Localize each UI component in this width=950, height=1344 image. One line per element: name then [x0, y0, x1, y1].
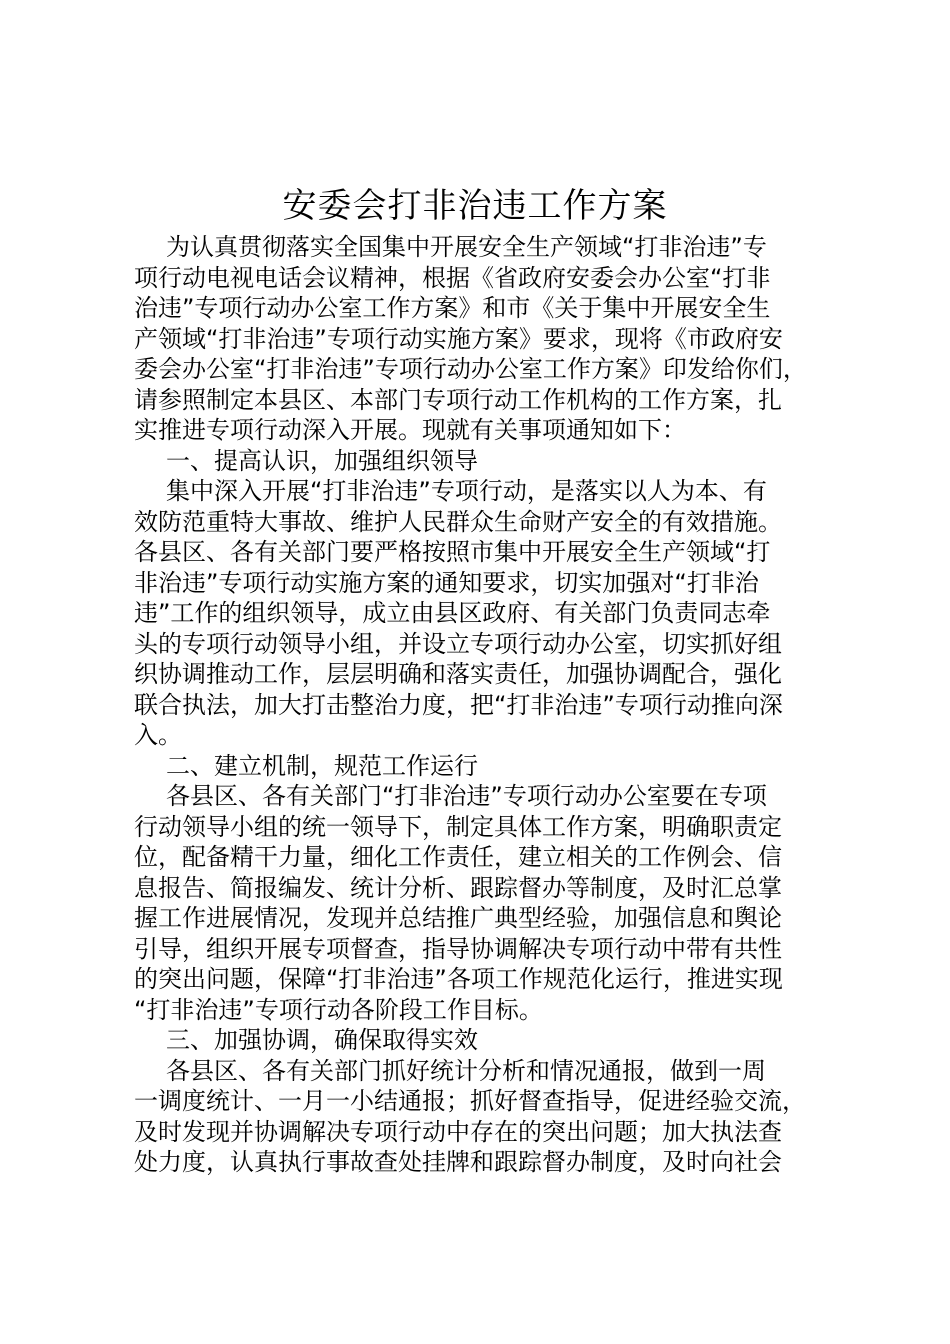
document-body — [134, 232, 834, 1178]
intro-line: 实推进专项行动深入开展。现就有关事项通知如下： — [134, 416, 686, 444]
section-2-line: 引导，组织开展专项督查，指导协调解决专项行动中带有共性 — [134, 934, 782, 963]
section-2-line: 位，配备精干力量，细化工作责任，建立相关的工作例会、信 — [134, 843, 782, 871]
section-1-line: 各县区、各有关部门要严格按照市集中开展安全生产领域“打 — [134, 538, 771, 566]
section-2-line: 行动领导小组的统一领导下，制定具体工作方案，明确职责定 — [134, 812, 782, 841]
section-1-line: 效防范重特大事故、维护人民群众生命财产安全的有效措施。 — [134, 507, 782, 536]
section-3-line: 处力度，认真执行事故查处挂牌和跟踪督办制度，及时向社会 — [134, 1148, 782, 1176]
intro-line: 为认真贯彻落实全国集中开展安全生产领域“打非治违”专 — [166, 233, 767, 261]
section-2-line: 握工作进展情况，发现并总结推广典型经验，加强信息和舆论 — [134, 904, 782, 932]
section-1-line: 违”工作的组织领导，成立由县区政府、有关部门负责同志牵 — [134, 599, 771, 627]
section-2-line: 的突出问题，保障“打非治违”各项工作规范化运行，推进实现 — [134, 965, 783, 993]
section-1-line: 头的专项行动领导小组，并设立专项行动办公室，切实抓好组 — [134, 629, 782, 658]
section-1-line: 织协调推动工作，层层明确和落实责任，加强协调配合，强化 — [134, 660, 782, 688]
intro-line: 请参照制定本县区、本部门专项行动工作机构的工作方案，扎 — [134, 385, 782, 414]
intro-line: 委会办公室“打非治违”专项行动办公室工作方案》印发给你们， — [134, 355, 807, 383]
intro-line: 产领域“打非治违”专项行动实施方案》要求，现将《市政府安 — [134, 324, 783, 353]
intro-line: 项行动电视电话会议精神，根据《省政府安委会办公室“打非 — [134, 263, 771, 292]
section-1-line: 联合执法，加大打击整治力度，把“打非治违”专项行动推向深 — [134, 690, 783, 719]
intro-line: 治违”专项行动办公室工作方案》和市《关于集中开展安全生 — [134, 294, 771, 322]
section-2-line: “打非治违”专项行动各阶段工作目标。 — [134, 995, 543, 1024]
section-3-line: 一调度统计、一月一小结通报；抓好督查指导，促进经验交流， — [134, 1087, 806, 1115]
section-3-line: 及时发现并协调解决专项行动中存在的突出问题；加大执法查 — [134, 1117, 782, 1146]
section-3-heading: 三、加强协调，确保取得实效 — [166, 1026, 478, 1054]
section-1-line: 非治违”专项行动实施方案的通知要求，切实加强对“打非治 — [134, 568, 759, 597]
section-2-heading: 二、建立机制，规范工作运行 — [166, 751, 478, 780]
section-2-line: 息报告、简报编发、统计分析、跟踪督办等制度，及时汇总掌 — [134, 873, 782, 902]
section-1-line: 集中深入开展“打非治违”专项行动，是落实以人为本、有 — [166, 477, 767, 505]
section-2-line: 各县区、各有关部门“打非治违”专项行动办公室要在专项 — [166, 782, 767, 810]
section-1-heading: 一、提高认识，加强组织领导 — [166, 446, 478, 475]
section-1-line: 入。 — [134, 721, 182, 749]
section-3-line: 各县区、各有关部门抓好统计分析和情况通报，做到一周 — [166, 1056, 766, 1085]
document-title: 安委会打非治违工作方案 — [282, 186, 668, 226]
